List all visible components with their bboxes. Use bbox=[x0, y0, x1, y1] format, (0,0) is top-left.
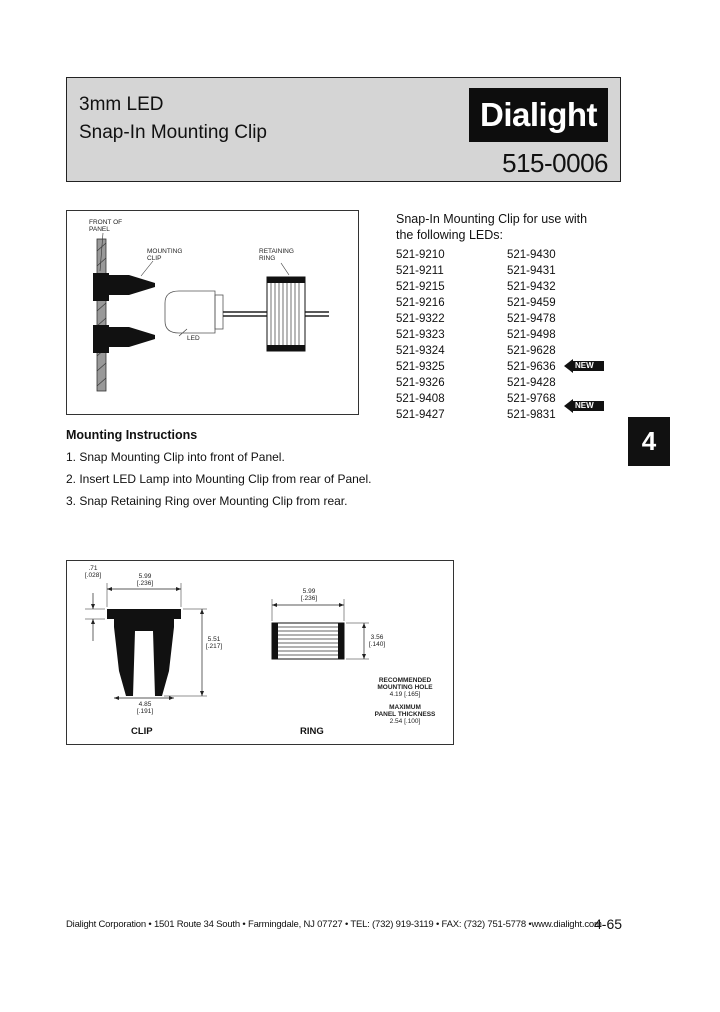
led-part: 521-9498 bbox=[507, 329, 556, 341]
instructions-heading: Mounting Instructions bbox=[66, 428, 198, 442]
led-part: 521-9324 bbox=[396, 345, 445, 357]
mounting-clip-label: MOUNTING CLIP bbox=[147, 248, 183, 262]
led-part: 521-9322 bbox=[396, 313, 445, 325]
instruction-step: 2. Insert LED Lamp into Mounting Clip from rear of Panel. bbox=[66, 472, 372, 486]
intro-line-1: Snap-In Mounting Clip for use with bbox=[396, 212, 588, 226]
new-badge bbox=[564, 359, 602, 372]
max-panel-value: 2.54 [.100] bbox=[389, 718, 421, 725]
led-part: 521-9430 bbox=[507, 249, 556, 261]
led-part: 521-9211 bbox=[396, 265, 444, 277]
ring-top-dim-mm: 5.99 bbox=[302, 588, 316, 595]
led-part: 521-9628 bbox=[507, 345, 556, 357]
title-line-1: 3mm LED bbox=[79, 94, 164, 115]
new-badge-label: NEW bbox=[575, 401, 594, 410]
dimension-figure bbox=[66, 560, 454, 745]
new-badge-label: NEW bbox=[575, 361, 594, 370]
max-panel-label-1: MAXIMUM bbox=[389, 704, 421, 711]
clip-height-dim-in: [.217] bbox=[205, 643, 223, 650]
ring-height-dim-in: [.140] bbox=[368, 641, 386, 648]
ring-top-dim-in: [.236] bbox=[300, 595, 318, 602]
intro-line-2: the following LEDs: bbox=[396, 228, 504, 242]
led-part: 521-9325 bbox=[396, 361, 445, 373]
clip-bottom-dim-mm: 4.85 bbox=[138, 701, 152, 708]
led-part: 521-9323 bbox=[396, 329, 445, 341]
max-panel-label-2: PANEL THICKNESS bbox=[374, 711, 436, 718]
assembly-figure bbox=[66, 210, 359, 415]
dialight-logo: Dialight bbox=[469, 88, 608, 142]
clip-top-dim bbox=[129, 573, 161, 587]
led-part: 521-9459 bbox=[507, 297, 556, 309]
led-part: 521-9831 bbox=[507, 409, 556, 421]
new-badge bbox=[564, 399, 602, 412]
ring-height-dim bbox=[366, 634, 388, 648]
led-part: 521-9408 bbox=[396, 393, 445, 405]
led-part: 521-9216 bbox=[396, 297, 445, 309]
led-label: LED bbox=[187, 335, 200, 342]
led-part: 521-9428 bbox=[507, 377, 556, 389]
max-panel-note bbox=[365, 704, 445, 725]
led-part: 521-9427 bbox=[396, 409, 445, 421]
led-part: 521-9431 bbox=[507, 265, 556, 277]
ring-top-dim bbox=[293, 588, 325, 602]
part-number: 515-0006 bbox=[502, 148, 608, 178]
retaining-ring-label: RETAINING RING bbox=[259, 248, 294, 262]
led-part: 521-9326 bbox=[396, 377, 445, 389]
ring-height-dim-mm: 3.56 bbox=[370, 634, 384, 641]
clip-left-dim-in: [.028] bbox=[84, 572, 102, 579]
led-part: 521-9432 bbox=[507, 281, 556, 293]
clip-bottom-dim-in: [.191] bbox=[136, 708, 154, 715]
led-list-intro bbox=[396, 211, 587, 243]
front-of-panel-label: FRONT OF PANEL bbox=[89, 219, 123, 233]
ring-label: RING bbox=[300, 726, 324, 737]
clip-height-dim bbox=[203, 636, 225, 650]
clip-height-dim-mm: 5.51 bbox=[207, 636, 221, 643]
instruction-step: 3. Snap Retaining Ring over Mounting Clip from rear. bbox=[66, 494, 348, 508]
led-part: 521-9210 bbox=[396, 249, 445, 261]
led-part: 521-9768 bbox=[507, 393, 556, 405]
rec-hole-value: 4.19 [.165] bbox=[389, 691, 421, 698]
clip-left-dim-mm: .71 bbox=[88, 565, 98, 572]
footer-contact: Dialight Corporation • 1501 Route 34 South • Farmingdale, NJ 07727 • TEL: (732) 919-3119 • FAX: (732) 751-5778 •www.dialight.com bbox=[66, 919, 602, 930]
led-part: 521-9215 bbox=[396, 281, 445, 293]
title-line-2: Snap-In Mounting Clip bbox=[79, 122, 267, 143]
page-number: 4-65 bbox=[594, 916, 623, 932]
led-part: 521-9636 bbox=[507, 361, 556, 373]
clip-top-dim-in: [.236] bbox=[136, 580, 154, 587]
clip-top-dim-mm: 5.99 bbox=[138, 573, 152, 580]
rec-hole-label-1: RECOMMENDED bbox=[378, 677, 432, 684]
section-tab: 4 bbox=[628, 417, 670, 466]
assembly-drawing bbox=[67, 211, 358, 414]
clip-label: CLIP bbox=[131, 726, 153, 737]
recommended-hole-note bbox=[365, 677, 445, 698]
instruction-step: 1. Snap Mounting Clip into front of Panel. bbox=[66, 450, 285, 464]
header-panel bbox=[66, 77, 621, 182]
clip-bottom-dim bbox=[129, 701, 161, 715]
clip-left-dim bbox=[81, 565, 105, 579]
rec-hole-label-2: MOUNTING HOLE bbox=[377, 684, 433, 691]
led-part: 521-9478 bbox=[507, 313, 556, 325]
